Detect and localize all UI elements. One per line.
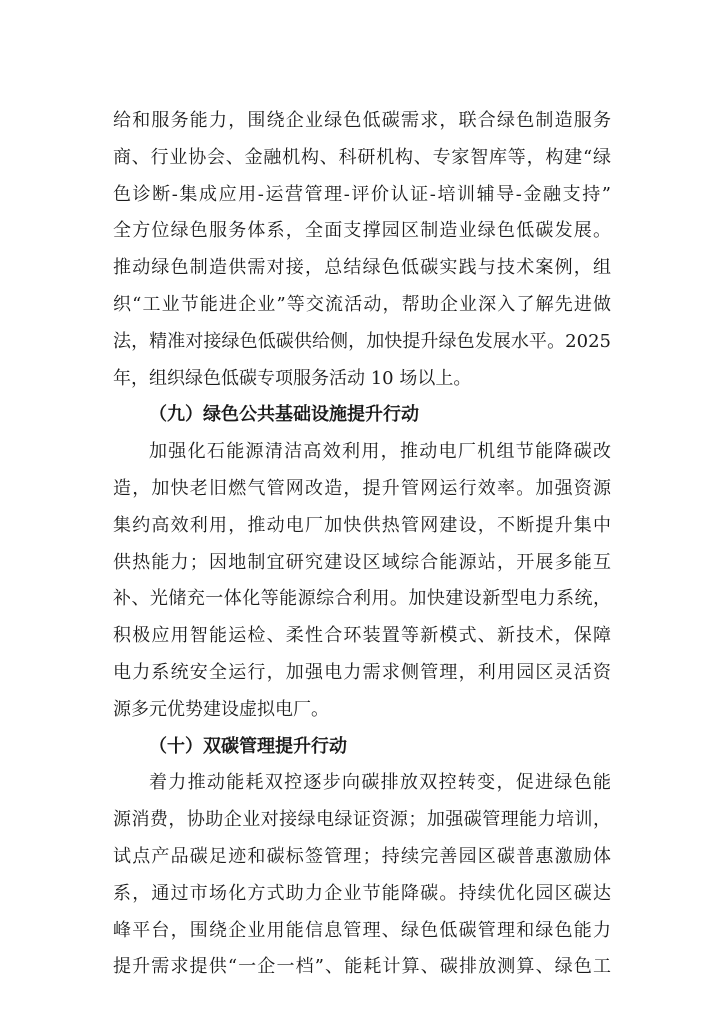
body-line: 加强化石能源清洁高效利用，推动电厂机组节能降碳改	[149, 441, 611, 463]
section-heading: （十）双碳管理提升行动	[149, 735, 347, 757]
body-line: 着力推动能耗双控逐步向碳排放双控转变，促进绿色能	[149, 772, 611, 794]
body-line: 峰平台，围绕企业用能信息管理、绿色低碳管理和绿色能力	[113, 919, 611, 941]
body-line: 织“工业节能进企业”等交流活动，帮助企业深入了解先进做	[113, 293, 611, 315]
body-line: 提升需求提供“一企一档”、能耗计算、碳排放测算、绿色工	[113, 956, 611, 978]
body-line: 商、行业协会、金融机构、科研机构、专家智库等，构建“绿	[113, 146, 611, 168]
body-line: 集约高效利用，推动电厂加快供热管网建设，不断提升集中	[113, 514, 611, 536]
body-line: 试点产品碳足迹和碳标签管理；持续完善园区碳普惠激励体	[113, 845, 611, 867]
body-line: 供热能力；因地制宜研究建设区域综合能源站，开展多能互	[113, 551, 611, 573]
body-line: 源消费，协助企业对接绿电绿证资源；加强碳管理能力培训，	[113, 809, 611, 831]
body-line: 法，精准对接绿色低碳供给侧，加快提升绿色发展水平。2025	[113, 330, 611, 352]
document-body	[113, 103, 611, 986]
section-heading: （九）绿色公共基础设施提升行动	[149, 404, 419, 426]
body-line: 造，加快老旧燃气管网改造，提升管网运行效率。加强资源	[113, 477, 611, 499]
body-line: 全方位绿色服务体系，全面支撑园区制造业绿色低碳发展。	[113, 220, 611, 242]
body-line: 给和服务能力，围绕企业绿色低碳需求，联合绿色制造服务	[113, 110, 611, 131]
body-line: 补、光储充一体化等能源综合利用。加快建设新型电力系统，	[113, 588, 611, 610]
body-line: 色诊断-集成应用-运营管理-评价认证-培训辅导-金融支持”	[113, 183, 611, 205]
body-line: 积极应用智能运检、柔性合环装置等新模式、新技术，保障	[113, 625, 611, 647]
body-line: 年，组织绿色低碳专项服务活动 10 场以上。	[113, 367, 472, 389]
body-line: 源多元优势建设虚拟电厂。	[113, 698, 329, 720]
body-line: 系，通过市场化方式助力企业节能降碳。持续优化园区碳达	[113, 882, 611, 904]
body-line: 推动绿色制造供需对接，总结绿色低碳实践与技术案例，组	[113, 257, 611, 279]
body-line: 电力系统安全运行，加强电力需求侧管理，利用园区灵活资	[113, 661, 611, 683]
